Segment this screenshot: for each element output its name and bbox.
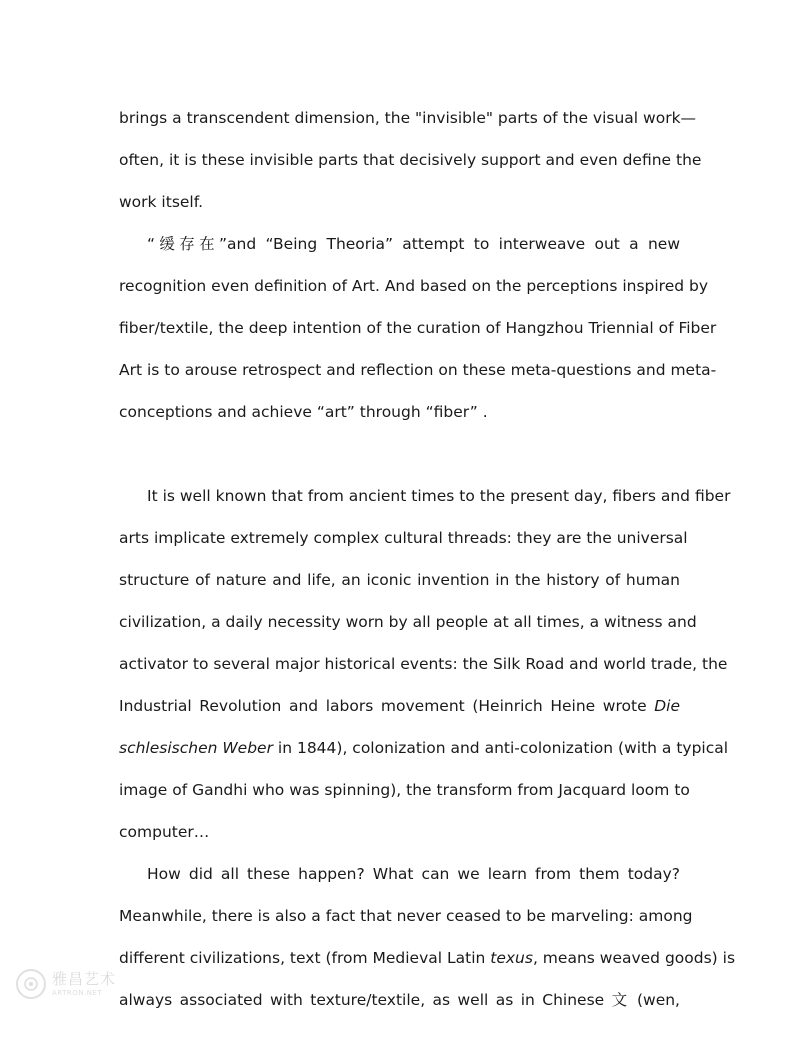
watermark [16,966,116,1002]
italic-title: Die [654,697,680,715]
paragraph-4 [119,853,736,1021]
text-line: activator to several major historical events: the Silk Road and world trade, the [119,655,728,673]
text-line: civilization, a daily necessity worn by all people at all times, a witness and [119,613,697,631]
text-segment: , means weaved goods) is [532,949,736,967]
text-line [119,685,680,727]
text-line: arts implicate extremely complex cultural threads: they are the universal [119,529,688,547]
text-line: conceptions and achieve “art” through “fiber” . [119,403,488,421]
watermark-text [52,969,117,997]
text-line: image of Gandhi who was spinning), the transform from Jacquard loom to [119,781,690,799]
watermark-title: 雅昌艺术 [52,969,117,988]
text-line: recognition even definition of Art. And based on the perceptions inspired by [119,277,709,295]
paragraph-3 [119,475,731,853]
text-line: It is well known that from ancient times to the present day, fibers and fiber [147,487,731,505]
text-line: How did all these happen? What can we learn from them today? [147,865,680,883]
text-line: often, it is these invisible parts that decisively support and even define the [119,151,702,169]
text-line: structure of nature and life, an iconic invention in the history of human [119,571,680,589]
text-line [119,937,736,979]
text-segment: in 1844), colonization and anti-colonization (with a typical [272,739,729,757]
text-segment: different civilizations, text (from Medieval Latin [119,949,491,967]
text-segment: Industrial Revolution and labors movement (Heinrich Heine wrote [119,697,647,715]
text-line: work itself. [119,193,203,211]
italic-title: schlesischen Weber [119,739,273,757]
text-line: computer… [119,823,210,841]
italic-term: texus [490,949,533,967]
paragraph-1 [119,97,702,223]
text-line: “缓存在”and “Being Theoria” attempt to interweave out a new [147,235,680,253]
text-line: always associated with texture/textile, as well as in Chinese 文 (wen, [119,991,680,1009]
text-line: brings a transcendent dimension, the "invisible" parts of the visual work— [119,109,697,127]
text-line: Meanwhile, there is also a fact that never ceased to be marveling: among [119,907,693,925]
artron-logo-icon [16,969,46,999]
text-line [119,727,729,769]
watermark-subtitle: ARTRON.NET [52,988,103,997]
text-line: Art is to arouse retrospect and reflection on these meta-questions and meta- [119,361,717,379]
text-line: fiber/textile, the deep intention of the curation of Hangzhou Triennial of Fiber [119,319,717,337]
paragraph-2 [119,223,717,433]
